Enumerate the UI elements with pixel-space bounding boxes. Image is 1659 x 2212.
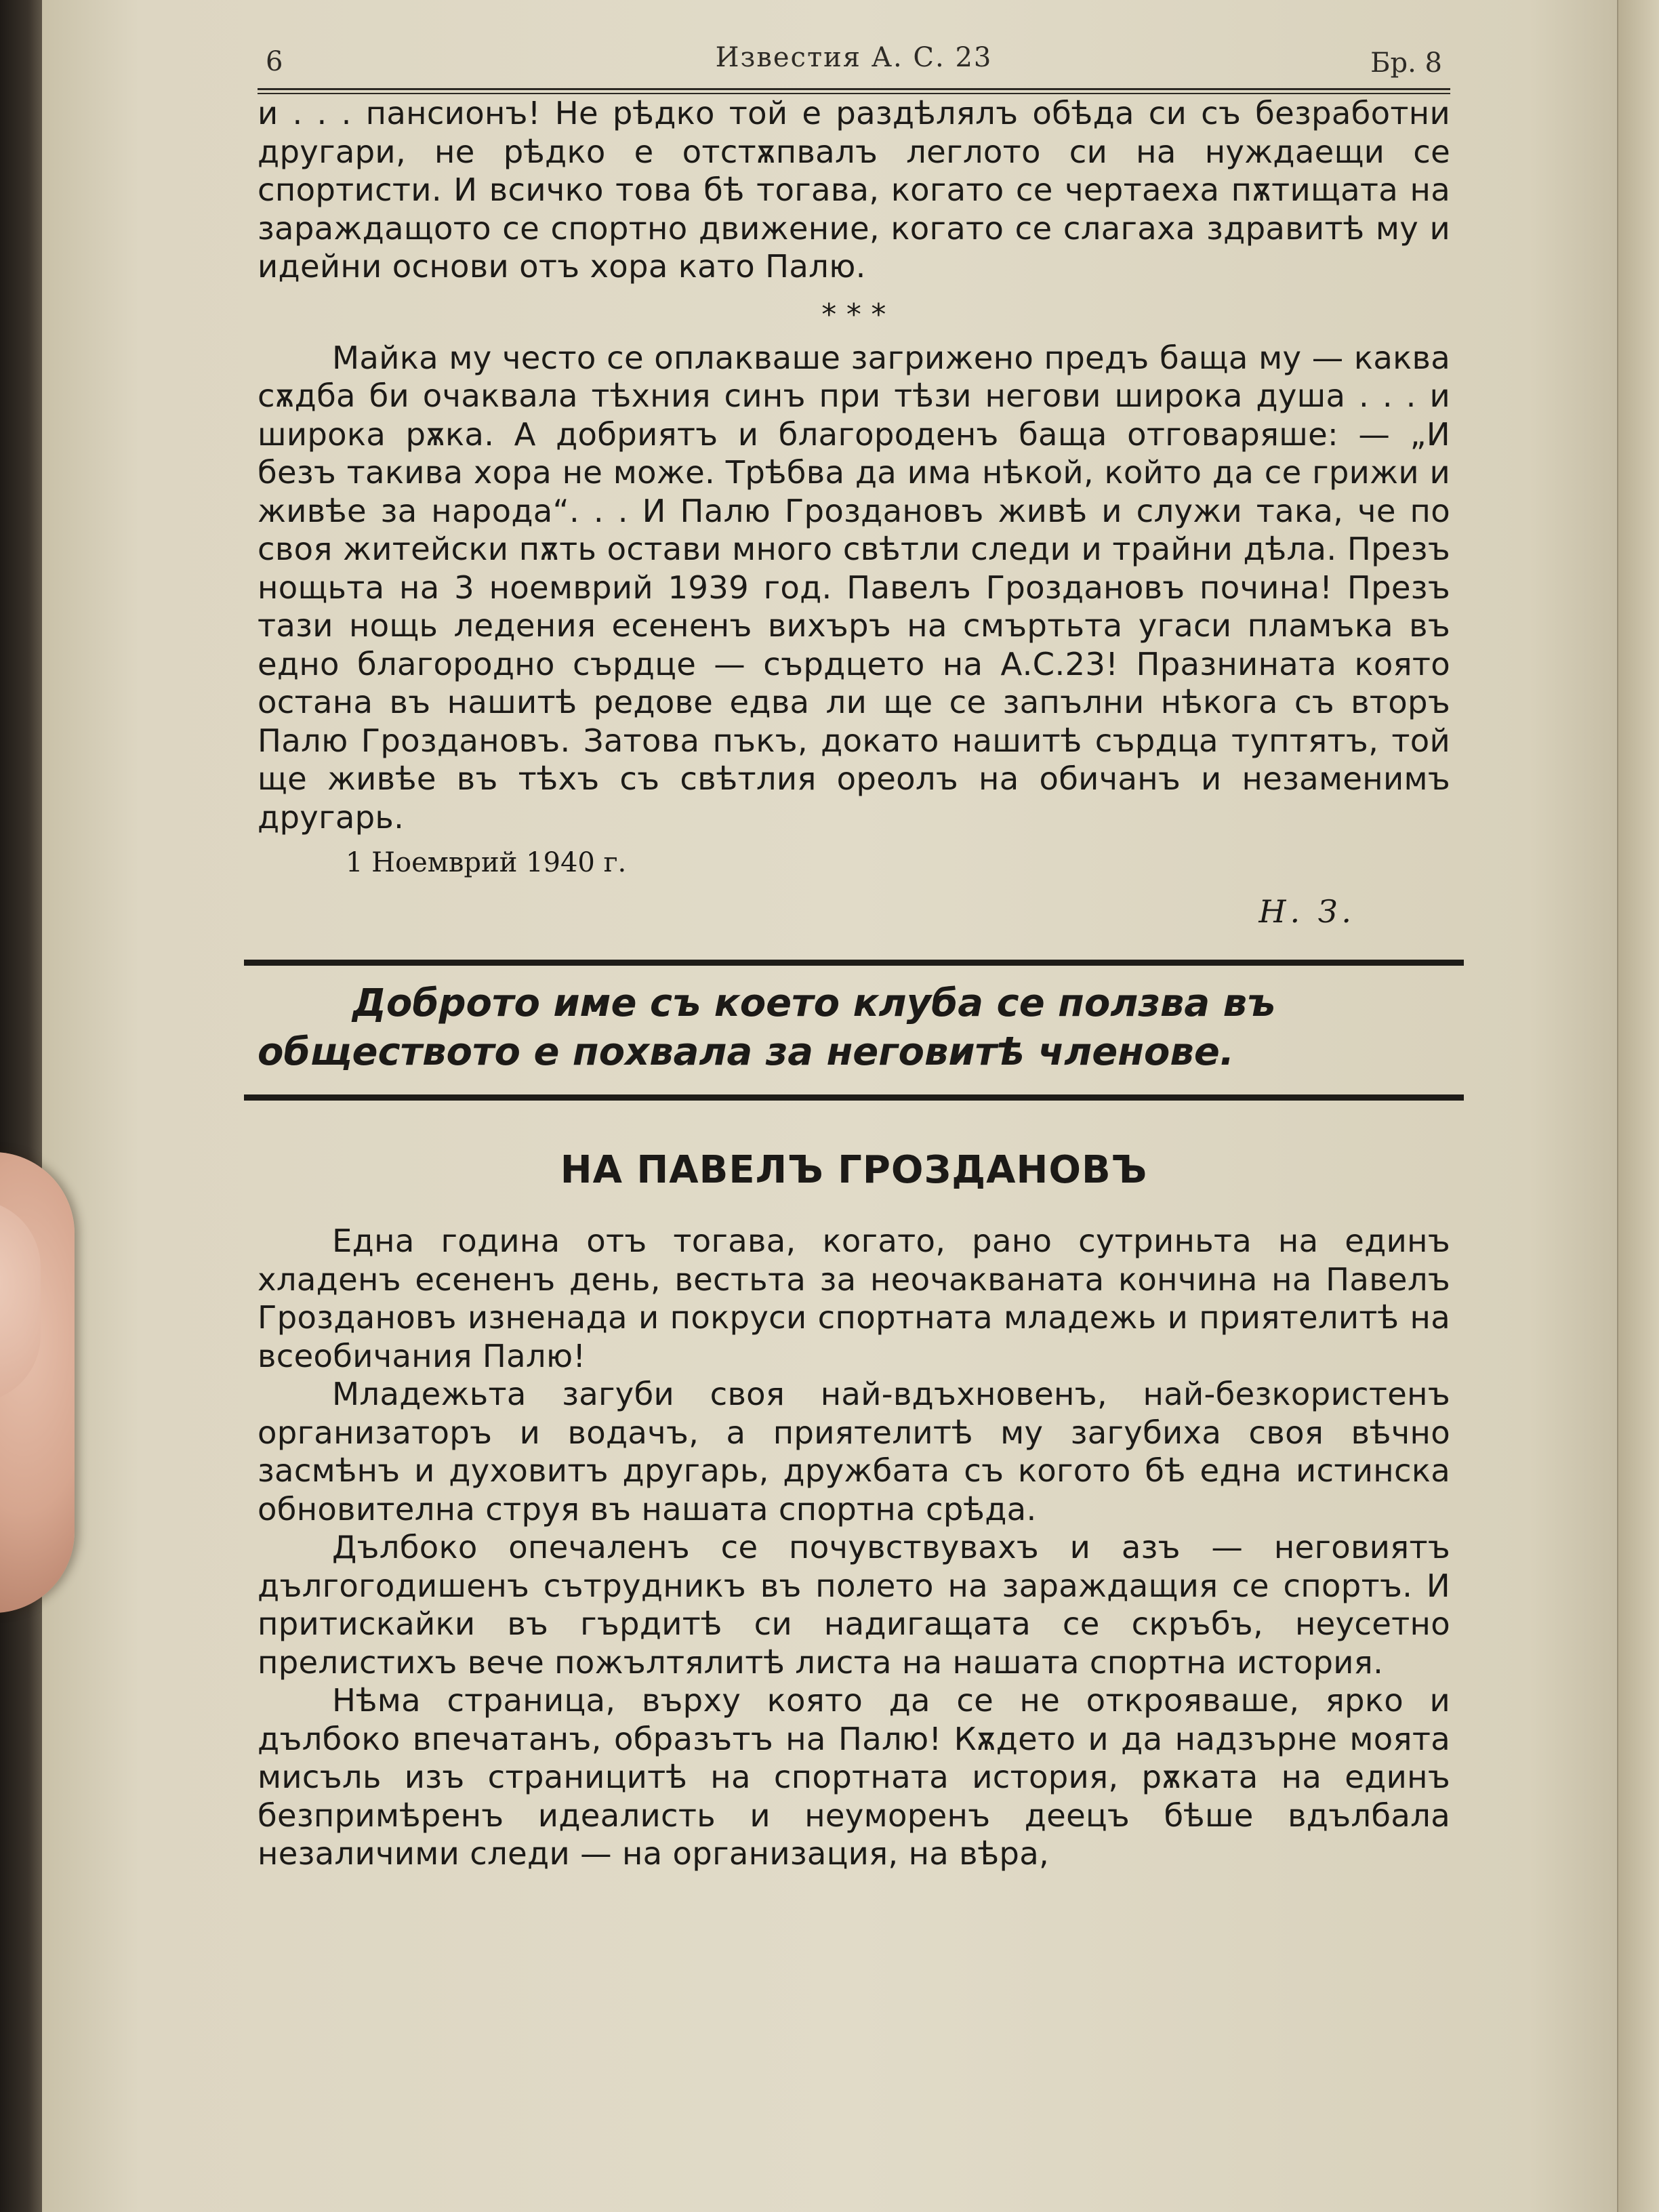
article-2 bbox=[258, 1222, 1450, 1873]
facing-page-edge bbox=[1617, 0, 1659, 2212]
article-2-paragraph-3: Дълбоко опечаленъ се почувствувахъ и азъ — неговиятъ дългогодишенъ сътрудникъ въ полето на зараждащия се спортъ. И притискайки въ гърдитѣ си надигащата се скръбъ, неусетно прелистихъ вече пожълтялитѣ листа на нашата спортна история. bbox=[258, 1529, 1450, 1681]
article-1-paragraph-1: и . . . пансионъ! Не рѣдко той е раздѣлялъ обѣда си съ безработни другари, не рѣдко е отстѫпвалъ леглото си на нуждаещи се спортисти. И всичко това бѣ тогава, когато се чертаеха пѫтищата на зараждащото се спортно движение, когато се слагаха здравитѣ му и идейни основи отъ хора като Палю. bbox=[258, 95, 1450, 285]
page-number: 6 bbox=[266, 46, 283, 77]
article-2-paragraph-2: Младежьта загуби своя най-вдъхновенъ, най-безкористенъ организаторъ и водачъ, а приятелитѣ му загубиха своя вѣчно засмѣнъ и духовитъ другарь, дружбата съ когото бѣ една истинска обновителна струя въ нашата спортна срѣда. bbox=[258, 1376, 1450, 1528]
page-text-area bbox=[258, 41, 1450, 1873]
article-1-date: 1 Ноемврий 1940 г. bbox=[346, 847, 627, 878]
motto-bottom-rule bbox=[244, 1094, 1464, 1101]
issue-number: Бр. 8 bbox=[1370, 47, 1442, 79]
motto bbox=[258, 979, 1450, 1077]
motto-line-2: обществото е похвала за неговитѣ членове. bbox=[258, 1030, 1235, 1074]
journal-title: Известия А. С. 23 bbox=[715, 42, 993, 73]
article-2-paragraph-4: Нѣма страница, върху която да се не открояваше, ярко и дълбоко впечатанъ, образътъ на Палю! Кѫдето и да надзърне моята мисъль изъ страницитѣ на спортната история, рѫката на единъ безпримѣренъ идеалисть и неуморенъ деецъ бѣше вдълбала незаличими следи — на организация, на вѣра, bbox=[258, 1682, 1450, 1872]
article-1-signature: Н. З. bbox=[1258, 893, 1355, 930]
article-1-paragraph-2: Майка му често се оплакваше загрижено предъ баща му — каква сѫдба би очаквала тѣхния синъ при тѣзи негови широка душа . . . и широка рѫка. А добриятъ и благороденъ баща отговаряше: — „И безъ такива хора не може. Трѣбва да има нѣкой, който да се грижи и живѣе за народа“. . . И Палю Гроздановъ живѣ и служи така, че по своя житейски пѫть остави много свѣтли следи и трайни дѣла. Презъ нощьта на 3 ноемврий 1939 год. Павелъ Гроздановъ почина! Презъ тази нощь ледения есененъ вихъръ на смъртьта угаси пламъка въ едно благородно сърдце — сърдцето на А.С.23! Празнината която остана въ нашитѣ редове едва ли ще се запълни нѣкога съ вторъ Палю Гроздановъ. Затова пъкъ, докато нашитѣ сърдца туптятъ, той ще живѣе въ тѣхъ съ свѣтлия ореолъ на обичанъ и незаменимъ другарь. bbox=[258, 339, 1450, 836]
book-edge bbox=[0, 0, 47, 2212]
motto-line-1: Доброто име съ което клуба се ползва въ bbox=[352, 981, 1276, 1025]
motto-top-rule bbox=[244, 960, 1464, 966]
section-separator: * * * bbox=[821, 297, 886, 332]
article-1 bbox=[258, 94, 1450, 836]
article-2-paragraph-1: Една година отъ тогава, когато, рано сутриньта на единъ хладенъ есененъ день, вестьта за неочакваната кончина на Павелъ Гроздановъ изненада и покруси спортната младежь и приятелитѣ на всеобичания Палю! bbox=[258, 1223, 1450, 1374]
header-rule bbox=[258, 88, 1450, 94]
running-header bbox=[258, 41, 1450, 88]
article-2-heading: НА ПАВЕЛЪ ГРОЗДАНОВЪ bbox=[560, 1148, 1148, 1192]
